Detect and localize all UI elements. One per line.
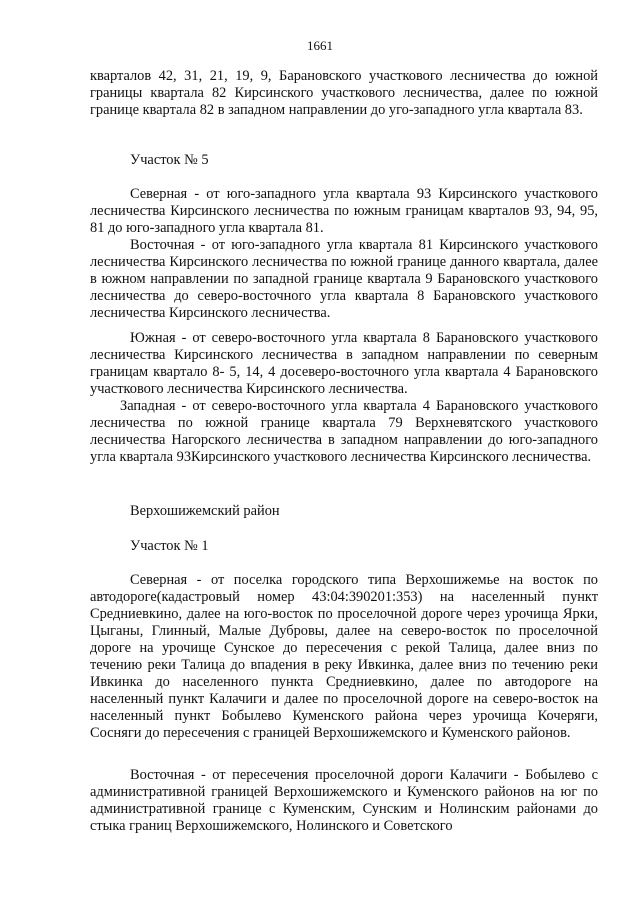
section5-south-paragraph: Южная - от северо-восточного угла квартала 8 Барановского участкового лесничества Кирсинского лесничества в западном направлении по северным границам квартало 8- 5, 14, 4 досеверо-восточного угла квартала 4 Барановского участкового лесничества Кирсинского лесничества. <box>90 330 598 397</box>
section1-north-paragraph: Северная - от поселка городского типа Верхошижемье на восток по автодороге(кадастровый номер 43:04:390201:353) на населенный пункт Средниевкино, далее на юго-восток по проселочной дороге через урочища Ярки, Цыганы, Глинный, Малые Дубровы, далее на северо-восток по проселочной дороге на урочище Сунское до пересечения с рекой Талица, далее вниз по течению реки Талица до впадения в реку Ивкинка, далее вниз по течению реки Ивкинка до населенного пункта Средниевкино, далее по автодороге на населенный пункт Калачиги и далее по проселочной дороге на северо-восток на населенный пункт Бобылево Куменского района через урочища Кочеряги, Сосняги до пересечения с границей Верхошижемского и Куменского районов. <box>90 572 598 741</box>
intro-paragraph: кварталов 42, 31, 21, 19, 9, Барановского участкового лесничества до южной границы квартала 82 Кирсинского участкового лесничества, далее по южной границе квартала 82 в западном направлении до уго-западного угла квартала 83. <box>90 68 598 118</box>
page-number: 1661 <box>307 38 333 53</box>
district-heading: Верхошижемский район <box>130 503 280 519</box>
section1-heading: Участок № 1 <box>130 538 209 554</box>
section5-heading: Участок № 5 <box>130 152 209 168</box>
section5-west-paragraph: Западная - от северо-восточного угла квартала 4 Барановского участкового лесничества по южной границе квартала 79 Верхневятского участкового лесничества Нагорского лесничества в западном направлении до юго-западного угла квартала 93Кирсинского участкового лесничества Кирсинского лесничества. <box>90 398 598 465</box>
section1-east-paragraph: Восточная - от пересечения проселочной дороги Калачиги - Бобылево с административной границей Верхошижемского и Куменского районов на юг по административной границе с Куменским, Сунским и Нолинским районами до стыка границ Верхошижемского, Нолинского и Советского <box>90 767 598 834</box>
section5-east-paragraph: Восточная - от юго-западного угла квартала 81 Кирсинского участкового лесничества Кирсинского лесничества по южной границе данного квартала, далее в южном направлении по западной границе квартала 9 Барановского участкового лесничества до северо-восточного угла квартала 8 Барановского участкового лесничества Кирсинского лесничества. <box>90 237 598 321</box>
section5-north-paragraph: Северная - от юго-западного угла квартала 93 Кирсинского участкового лесничества Кирсинского лесничества по южным границам кварталов 93, 94, 95, 81 до юго-западного угла квартала 81. <box>90 186 598 236</box>
